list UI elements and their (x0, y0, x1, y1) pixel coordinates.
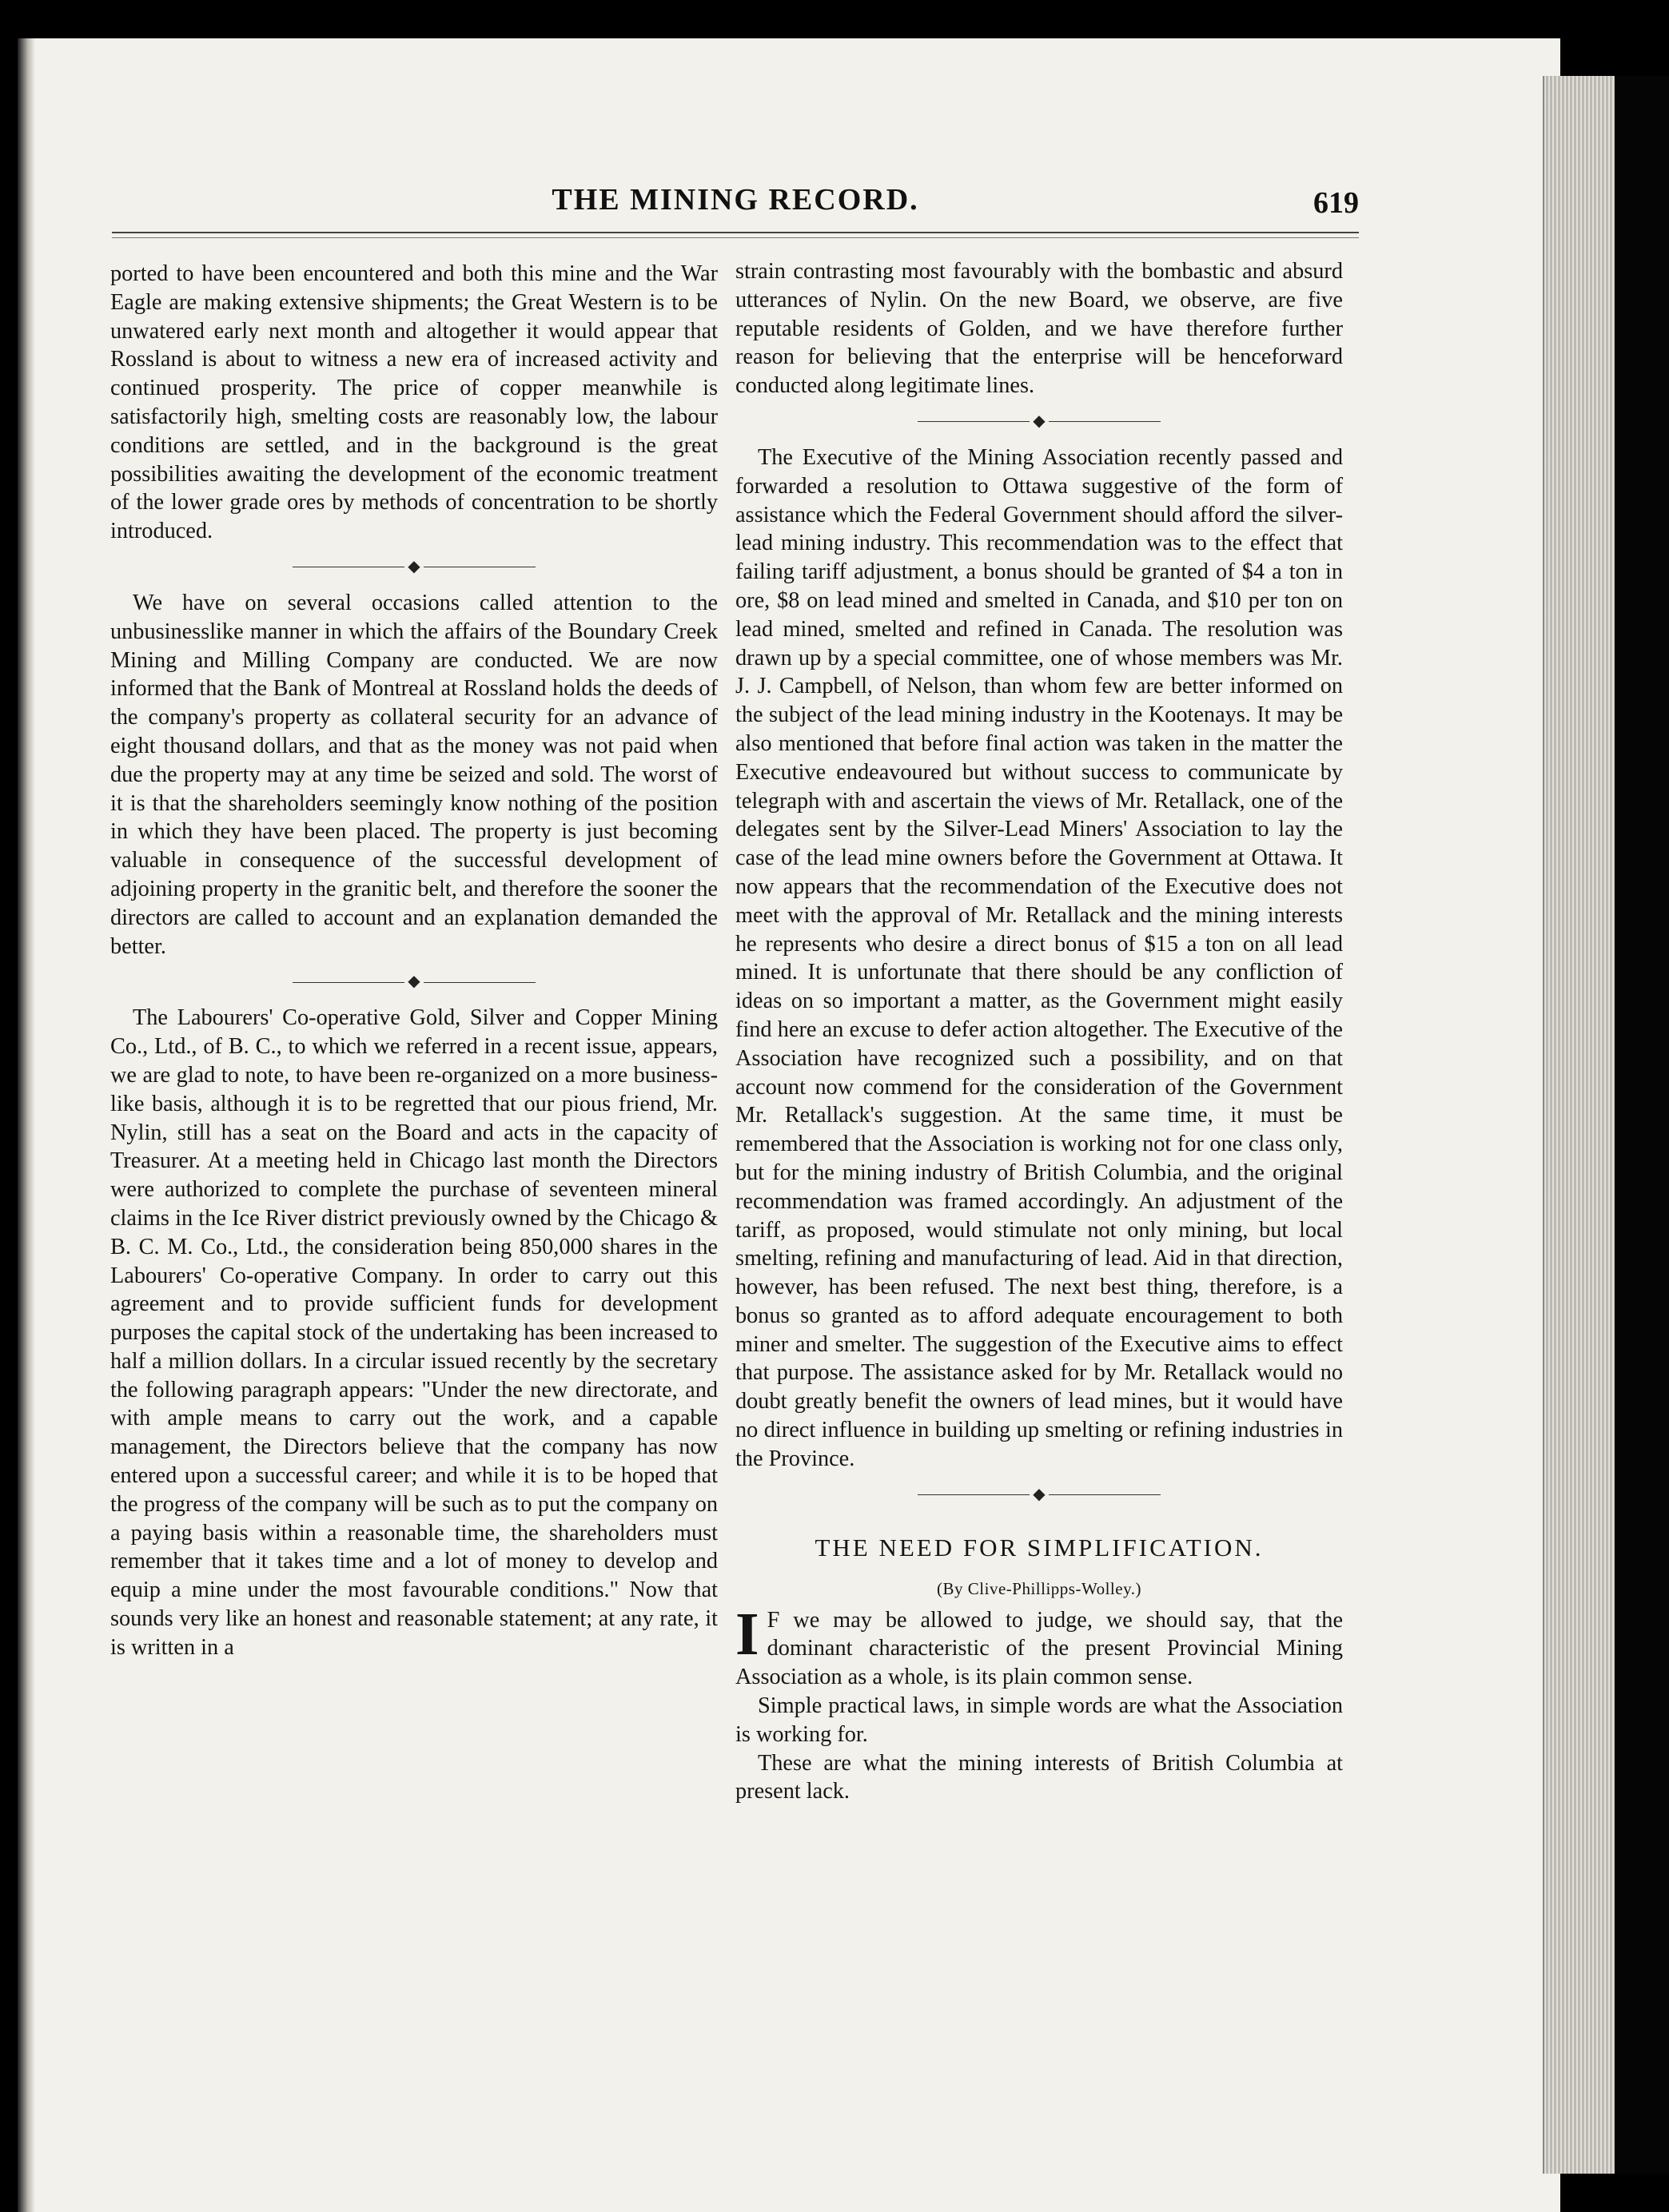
article-paragraph-2: Simple practical laws, in simple words are what the Association is working for. (735, 1693, 1343, 1747)
article-paragraph-3: These are what the mining interests of British Columbia at present lack. (735, 1750, 1343, 1804)
page-header (112, 182, 1359, 230)
right-paragraph-2: The Executive of the Mining Association recently passed and forwarded a resolution to Ottawa suggestive of the form of assistance which the Federal Government should afford the silver-lead mining industry. This recommendation was to the effect that failing tariff adjustment, a bonus should be granted of $4 a ton in ore, $8 on lead mined and smelted in Canada, and $10 per ton on lead mined, smelted and refined in Canada. The resolution was drawn up by a special committee, one of whose members was Mr. J. J. Campbell, of Nelson, than whom few are better informed on the subject of the lead mining industry in the Kootenays. It may be also mentioned that before final action was taken in the matter the Executive endeavoured but without success to communicate by telegraph with and ascertain the views of Mr. Retallack, one of the delegates sent by the Silver-Lead Miners' Association to lay the case of the lead mine owners before the Government at Ottawa. It now appears that the recommendation of the Executive does not meet with the approval of Mr. Retallack and the mining interests he represents who desire a direct bonus of $15 a ton on all lead mined. It is unfortunate that there should be any confliction of ideas on so important a matter, as the Government might easily find here an excuse to defer action altogether. The Executive of the Association have recognized such a possibility, and on that account now commend for the consideration of the Government Mr. Retallack's suggestion. At the same time, it must be remembered that the Association is working not for one class only, but for the mining industry of British Columbia, and the original recommendation was framed accordingly. An adjustment of the tariff, as proposed, would stimulate not only mining, but local smelting, refining and manufacturing of lead. Aid in that direction, however, has been refused. The next best thing, therefore, is a bonus so granted as to afford adequate encouragement to both miner and smelter. The suggestion of the Executive aims to effect that purpose. The assistance asked for by Mr. Retallack would no doubt greatly benefit the owners of lead mines, but it would have no direct influence in building up smelting or refining industries in the Province. (735, 444, 1343, 1471)
section-separator (110, 961, 718, 1004)
diamond-ornament-icon: ◆ (1033, 412, 1046, 431)
drop-cap: I (735, 1600, 759, 1668)
article-paragraph-1-text: F we may be allowed to judge, we should say, that the dominant characteristic of the present Provincial Mining Association as a whole, is its plain common sense. (735, 1607, 1343, 1690)
separator-line (424, 982, 536, 983)
right-paragraph-1: strain contrasting most favourably with the bombastic and absurd utterances of Nylin. On the new Board, we observe, are five reputable residents of Golden, and we have therefore further reason for believing that the enterprise will be henceforward conducted along legitimate lines. (735, 259, 1343, 399)
separator-line (293, 982, 404, 983)
left-paragraph-3: The Labourers' Co-operative Gold, Silver and Copper Mining Co., Ltd., of B. C., to which we referred in a recent issue, appears, we are glad to note, to have been re-organized on a more business-like basis, although it is to be regretted that our pious friend, Mr. Nylin, still has a seat on the Board and acts in the capacity of Treasurer. At a meeting held in Chicago last month the Directors were authorized to complete the purchase of seventeen mineral claims in the Ice River district previously owned by the Chicago & B. C. M. Co., Ltd., the consideration being 850,000 shares in the Labourers' Co-operative Company. In order to carry out this agreement and to provide sufficient funds for development purposes the capital stock of the undertaking has been increased to half a million dollars. In a circular issued recently by the secretary the following paragraph appears: "Under the new directorate, and with ample means to carry out the work, and a capable management, the Directors believe that the company has now entered upon a successful career; and while it is to be hoped that the progress of the company will be such as to put the company on a paying basis within a reasonable time, the shareholders must remember that it takes time and a lot of money to develop and equip a mine under the most favourable conditions." Now that sounds very like an honest and reasonable statement; at any rate, it is written in a (110, 1005, 718, 1660)
book-spine-shadow (18, 38, 35, 2212)
article-title: THE NEED FOR SIMPLIFICATION. (815, 1533, 1264, 1562)
left-column (110, 260, 718, 1662)
separator-line (918, 1494, 1030, 1495)
page-number: 619 (1313, 186, 1359, 220)
separator-line (1049, 421, 1161, 422)
diamond-ornament-icon: ◆ (408, 973, 420, 991)
separator-line (1049, 1494, 1161, 1495)
article-paragraph-1 (735, 1600, 1343, 1692)
right-column (735, 257, 1343, 1806)
article-byline: (By Clive-Phillipps-Wolley.) (937, 1578, 1141, 1598)
diamond-ornament-icon: ◆ (1033, 1485, 1046, 1503)
section-separator (735, 1474, 1343, 1517)
left-paragraph-1: ported to have been encountered and both this mine and the War Eagle are making extensive shipments; the Great Western is to be unwatered early next month and altogether it would appear that Rossland is about to witness a new era of increased activity and continued prosperity. The price of copper meanwhile is satisfactorily high, smelting costs are reasonably low, the labour conditions are settled, and in the background is the great possibilities awaiting the development of the economic treatment of the lower grade ores by methods of concentration to be shortly introduced. (110, 261, 718, 544)
running-title: THE MINING RECORD. (552, 183, 919, 217)
header-rule (112, 232, 1359, 238)
page-edge-stack (1543, 76, 1616, 2174)
separator-line (918, 421, 1030, 422)
scan-background-right (1615, 76, 1669, 2174)
section-separator (110, 546, 718, 589)
section-separator (735, 400, 1343, 444)
diamond-ornament-icon: ◆ (408, 558, 420, 576)
left-paragraph-2: We have on several occasions called attention to the unbusinesslike manner in which the affairs of the Boundary Creek Mining and Milling Company are conducted. We are now informed that the Bank of Montreal at Rossland holds the deeds of the company's property as collateral security for an advance of eight thousand dollars, and that as the money was not paid when due the property may at any time be seized and sold. The worst of it is that the shareholders seemingly know nothing of the position in which they have been placed. The property is just becoming valuable in consequence of the successful development of adjoining property in the granitic belt, and therefore the sooner the directors are called to account and an explanation demanded the better. (110, 590, 718, 959)
